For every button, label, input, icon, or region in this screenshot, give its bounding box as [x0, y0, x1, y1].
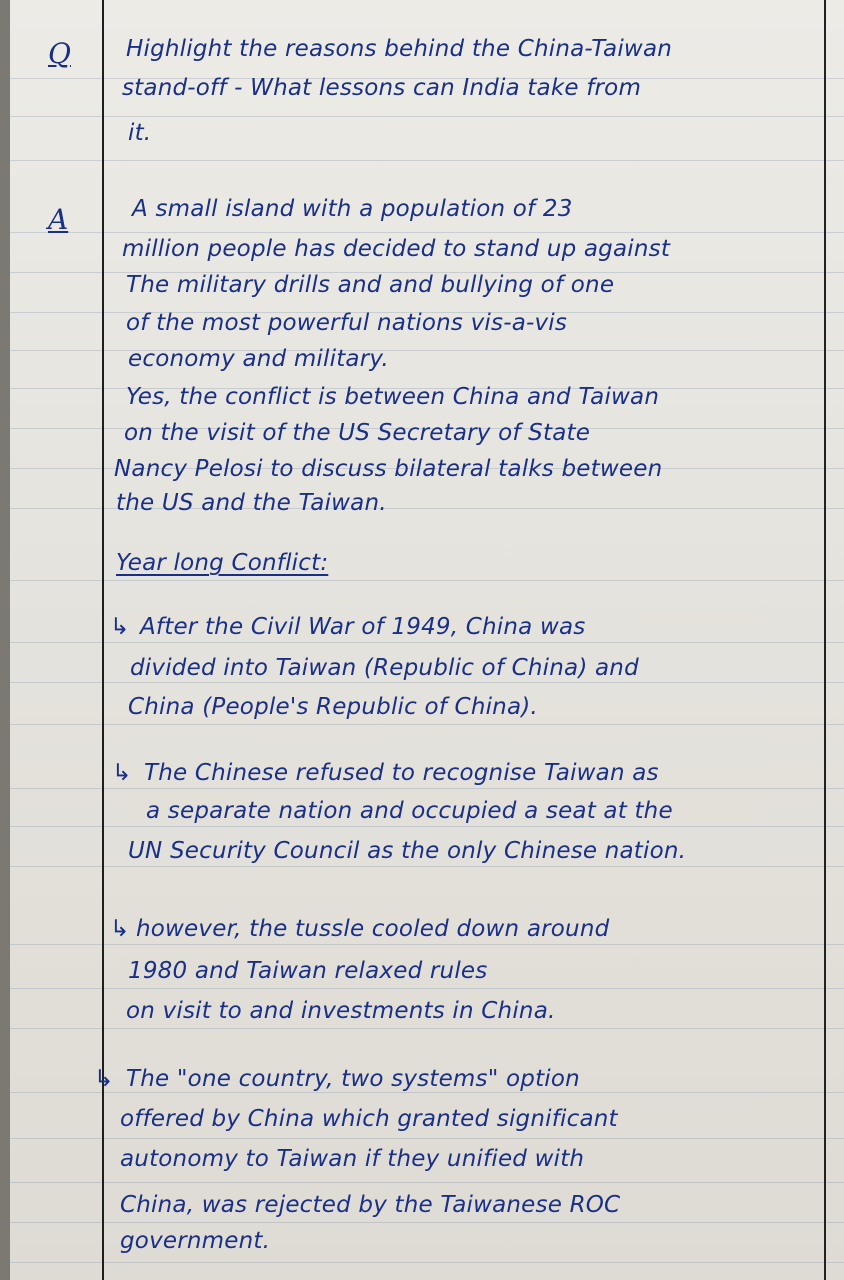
rule-line [10, 580, 844, 581]
point-line: China, was rejected by the Taiwanese ROC [120, 1192, 621, 1218]
arrow-bullet-icon: ↳ [94, 1066, 114, 1092]
page-right-border [824, 0, 826, 1280]
question-line: stand-off - What lessons can India take from [122, 75, 642, 101]
rule-line [10, 1138, 844, 1139]
point-line: After the Civil War of 1949, China was [140, 614, 586, 640]
rule-line [10, 116, 844, 117]
answer-marker: A [48, 203, 69, 236]
rule-line [10, 1092, 844, 1093]
answer-line: Nancy Pelosi to discuss bilateral talks between [114, 456, 663, 482]
point-line: a separate nation and occupied a seat at the [146, 798, 673, 824]
rule-line [10, 826, 844, 827]
rule-line [10, 1262, 844, 1263]
section-heading: Year long Conflict: [116, 550, 329, 576]
point-line: government. [120, 1228, 271, 1254]
point-line: 1980 and Taiwan relaxed rules [128, 958, 488, 984]
point-line: The "one country, two systems" option [126, 1066, 580, 1092]
answer-line: The military drills and and bullying of one [126, 272, 615, 298]
arrow-bullet-icon: ↳ [112, 760, 132, 786]
rule-line [10, 944, 844, 945]
answer-line: economy and military. [128, 346, 389, 372]
arrow-bullet-icon: ↳ [110, 614, 130, 640]
rule-line [10, 724, 844, 725]
point-line: autonomy to Taiwan if they unified with [120, 1146, 585, 1172]
question-marker: Q [48, 37, 71, 70]
answer-line: million people has decided to stand up against [122, 236, 671, 262]
arrow-bullet-icon: ↳ [110, 916, 130, 942]
point-line: UN Security Council as the only Chinese nation. [128, 838, 687, 864]
rule-line [10, 788, 844, 789]
rule-line [10, 232, 844, 233]
point-line: The Chinese refused to recognise Taiwan as [144, 760, 659, 786]
answer-line: Yes, the conflict is between China and Taiwan [126, 384, 660, 410]
point-line: China (People's Republic of China). [128, 694, 538, 720]
point-line: divided into Taiwan (Republic of China) and [130, 655, 639, 681]
rule-line [10, 1182, 844, 1183]
answer-line: on the visit of the US Secretary of State [124, 420, 591, 446]
point-line: offered by China which granted significant [120, 1106, 618, 1132]
rule-line [10, 866, 844, 867]
rule-line [10, 160, 844, 161]
answer-line: of the most powerful nations vis-a-vis [126, 310, 568, 336]
rule-line [10, 1222, 844, 1223]
answer-line: the US and the Taiwan. [116, 490, 387, 516]
answer-line: A small island with a population of 23 [132, 196, 573, 222]
point-line: on visit to and investments in China. [126, 998, 556, 1024]
rule-line [10, 988, 844, 989]
point-line: however, the tussle cooled down around [136, 916, 610, 942]
question-line: it. [128, 120, 152, 146]
rule-line [10, 1028, 844, 1029]
rule-line [10, 682, 844, 683]
rule-line [10, 642, 844, 643]
question-line: Highlight the reasons behind the China-Taiwan [126, 36, 673, 62]
